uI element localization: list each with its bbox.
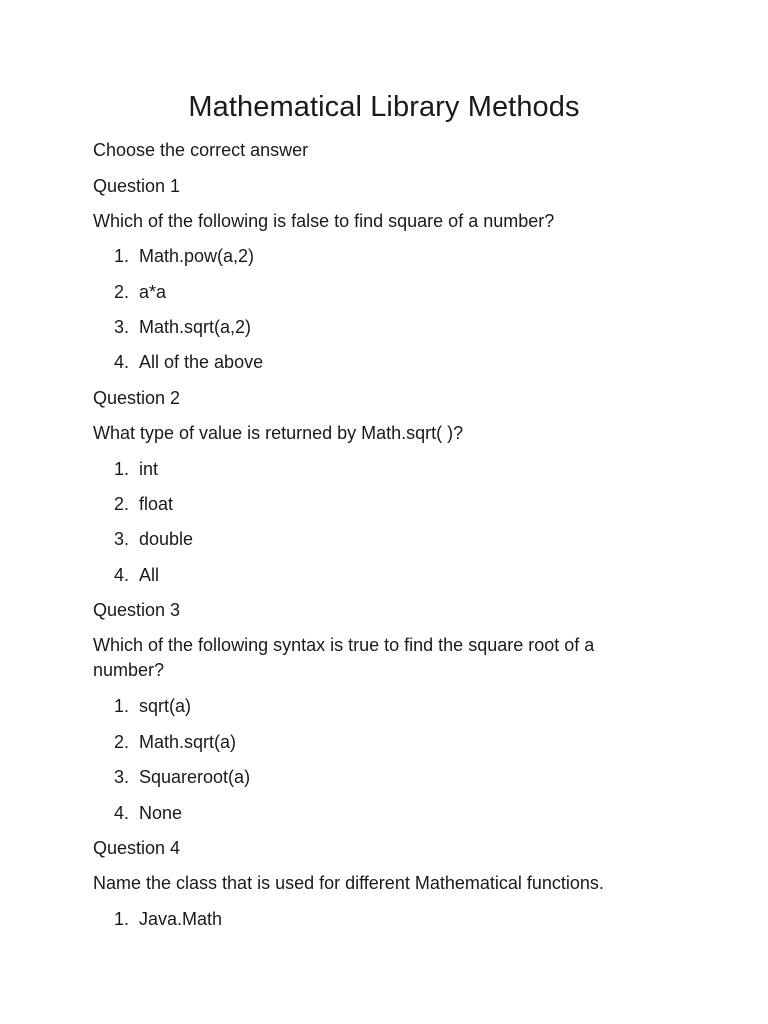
option-text: Math.sqrt(a)	[139, 732, 237, 752]
option-text: Squareroot(a)	[139, 767, 251, 787]
question-4-text: Name the class that is used for different Mathematical functions.	[93, 873, 604, 893]
question-4-option-1	[114, 907, 222, 932]
question-2-option-2	[114, 492, 173, 517]
question-1-label: Question 1	[93, 176, 181, 196]
option-text: All	[139, 565, 160, 585]
option-number: 1.	[114, 909, 130, 929]
option-number: 3.	[114, 317, 130, 337]
question-3-option-3	[114, 765, 250, 790]
question-3-option-1	[114, 694, 191, 719]
option-number: 3.	[114, 529, 130, 549]
option-number: 4.	[114, 352, 130, 372]
question-1-option-4	[114, 350, 263, 375]
page-title: Mathematical Library Methods	[188, 91, 580, 123]
option-text: int	[139, 459, 159, 479]
question-2-label: Question 2	[93, 388, 181, 408]
option-text: Math.pow(a,2)	[139, 246, 255, 266]
option-number: 4.	[114, 565, 130, 585]
question-3-option-4	[114, 801, 182, 826]
option-text: double	[139, 529, 194, 549]
question-1-text: Which of the following is false to find square of a number?	[93, 211, 555, 231]
option-number: 2.	[114, 494, 130, 514]
question-1-option-3	[114, 315, 251, 340]
option-number: 3.	[114, 767, 130, 787]
question-3-option-2	[114, 730, 236, 755]
option-text: Math.sqrt(a,2)	[139, 317, 252, 337]
option-text: sqrt(a)	[139, 696, 192, 716]
option-text: Java.Math	[139, 909, 223, 929]
question-3-label: Question 3	[93, 600, 181, 620]
question-4-label: Question 4	[93, 838, 181, 858]
option-number: 2.	[114, 732, 130, 752]
option-text: float	[139, 494, 174, 514]
question-2-option-4	[114, 563, 159, 588]
question-1-option-2	[114, 280, 166, 305]
option-number: 1.	[114, 459, 130, 479]
option-number: 2.	[114, 282, 130, 302]
question-3-text: Which of the following syntax is true to find the square root of a number?	[93, 635, 595, 680]
instruction-text: Choose the correct answer	[93, 140, 309, 160]
option-text: None	[139, 803, 183, 823]
question-2-option-1	[114, 457, 158, 482]
option-text: a*a	[139, 282, 167, 302]
option-number: 1.	[114, 696, 130, 716]
option-number: 1.	[114, 246, 130, 266]
option-number: 4.	[114, 803, 130, 823]
question-2-text: What type of value is returned by Math.sqrt( )?	[93, 423, 464, 443]
question-2-option-3	[114, 527, 193, 552]
option-text: All of the above	[139, 352, 264, 372]
question-1-option-1	[114, 244, 254, 269]
